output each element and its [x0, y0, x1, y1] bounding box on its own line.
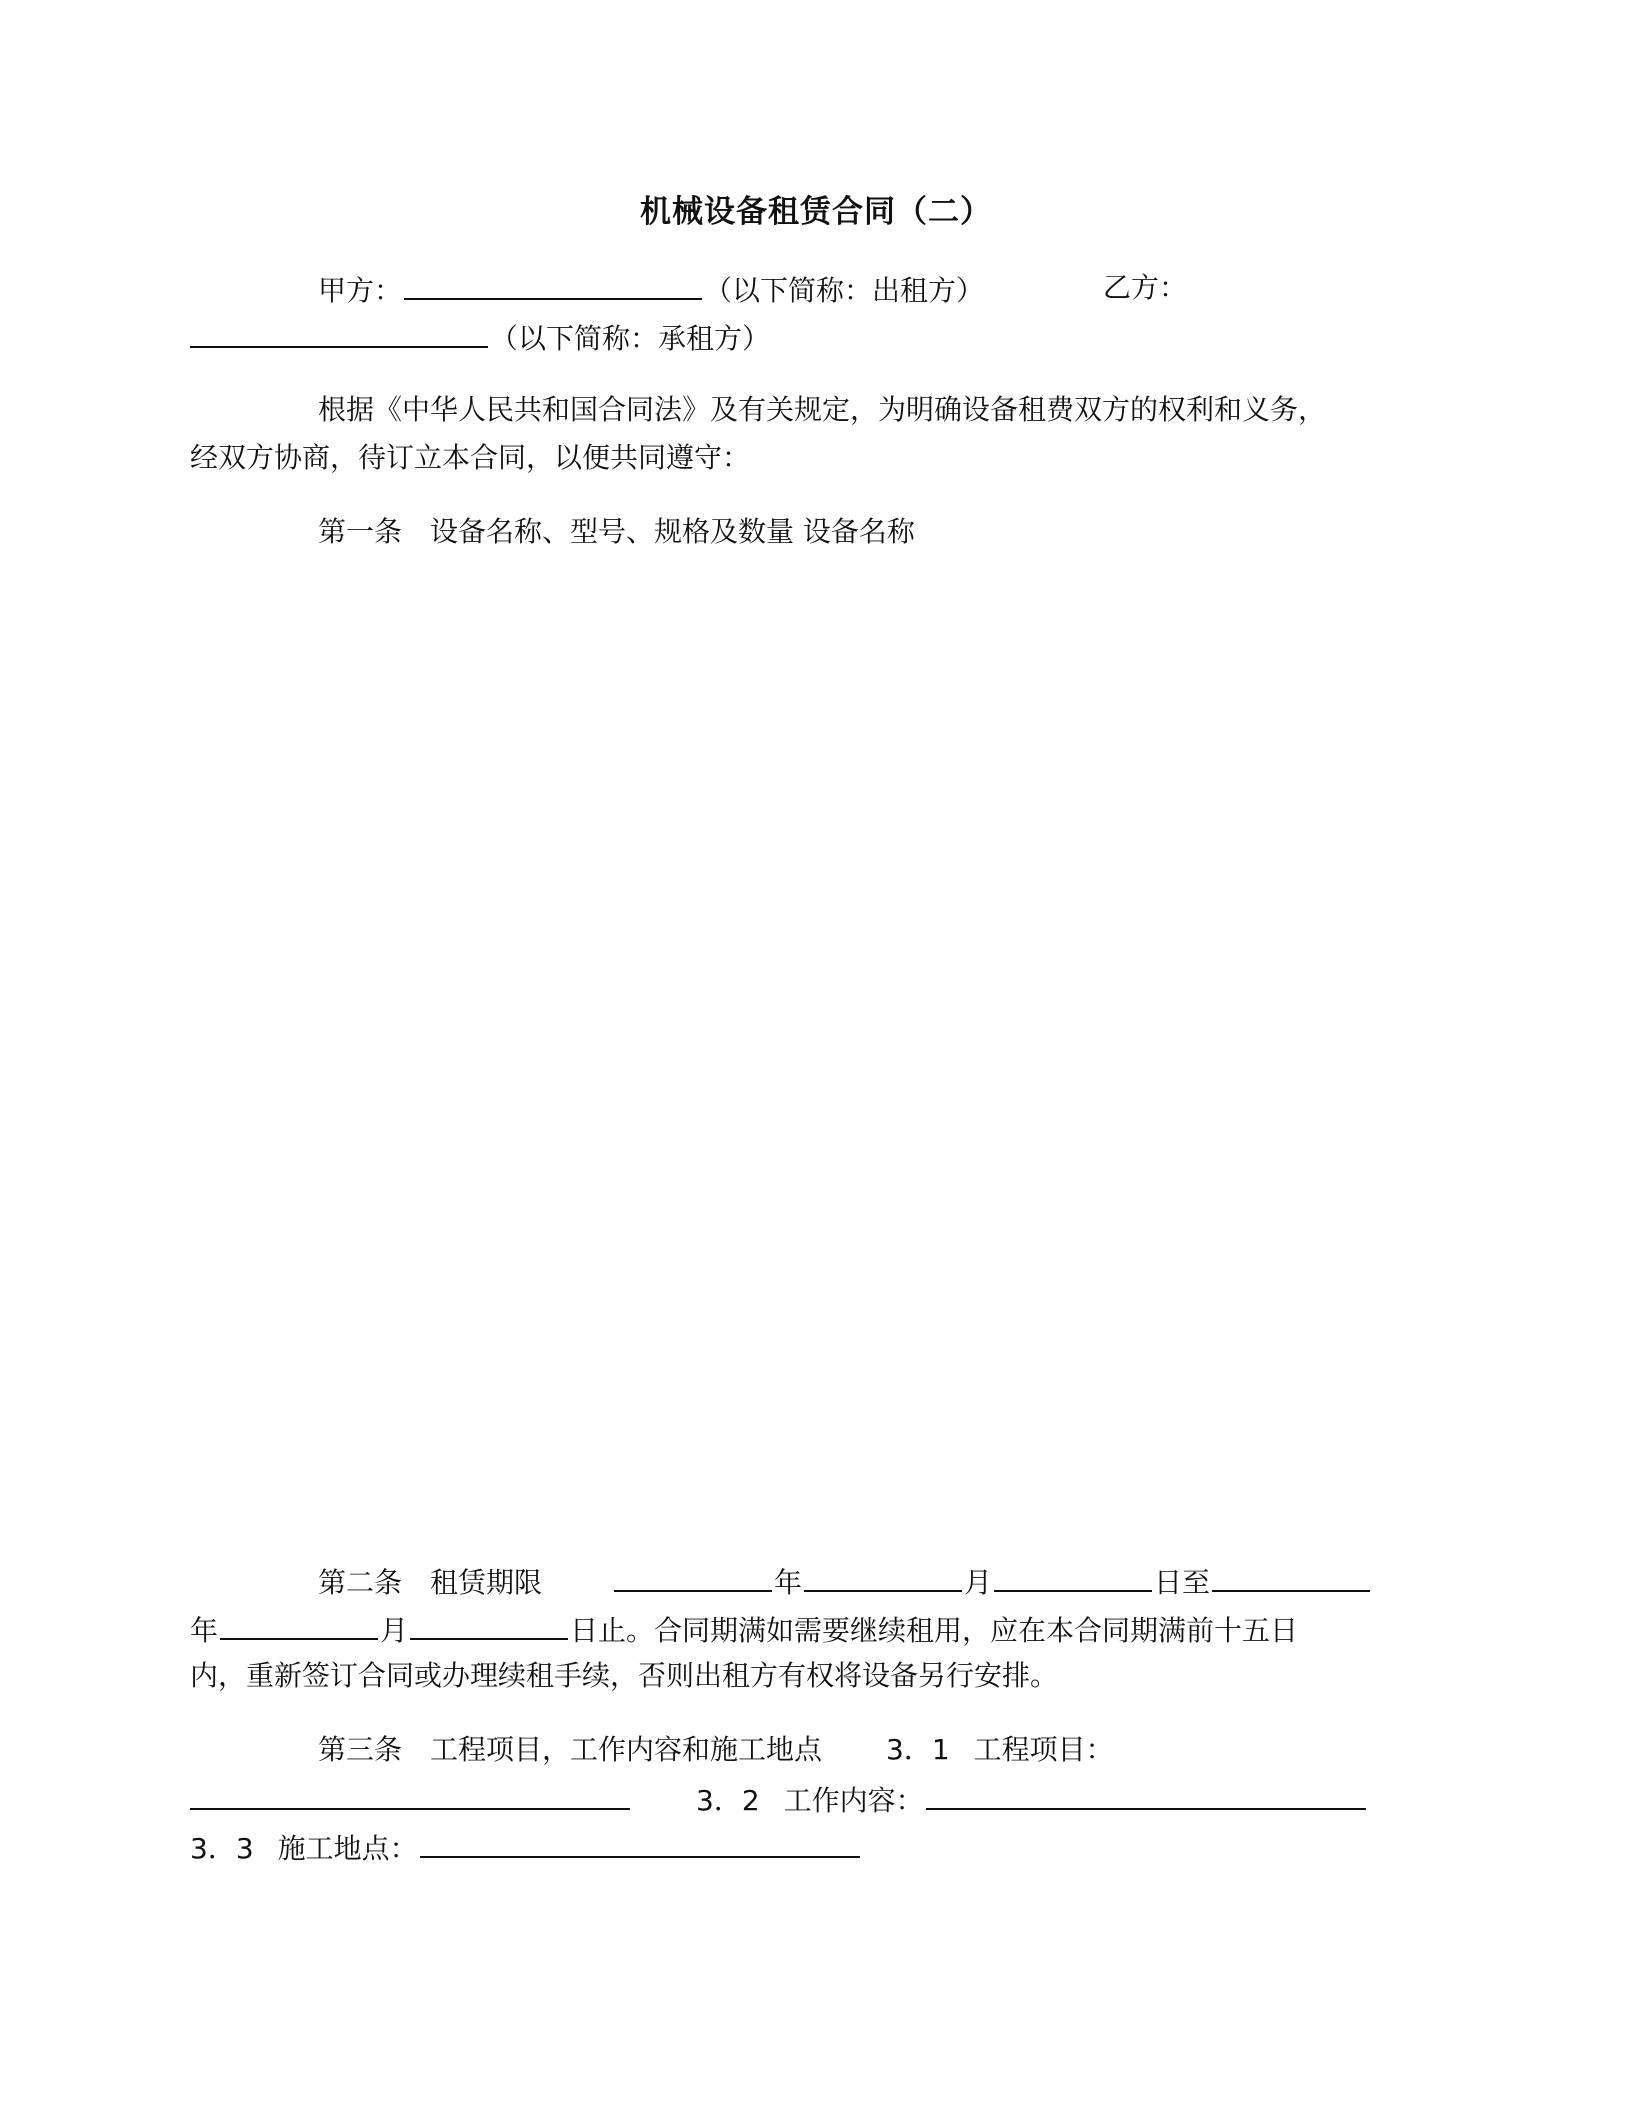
- project-blank: [190, 1778, 630, 1810]
- day-end-text: 日止。合同期满如需要继续租用，应在本合同期满前十五日: [570, 1614, 1299, 1647]
- item-3-2-number: 3．2: [696, 1784, 760, 1817]
- item-3-1-label: 工程项目：: [973, 1733, 1114, 1766]
- start-day-blank: [994, 1560, 1152, 1592]
- end-day-blank: [410, 1608, 568, 1640]
- year-label: 年: [190, 1614, 219, 1647]
- article-1: 第一条 设备名称、型号、规格及数量 设备名称: [318, 515, 915, 548]
- year-label: 年: [774, 1566, 803, 1599]
- item-3-3-label: 施工地点：: [277, 1832, 418, 1865]
- party-b-label: 乙方：: [1103, 271, 1188, 304]
- article-3-line-2: [190, 1778, 1368, 1821]
- item-3-2-label: 工作内容：: [783, 1784, 924, 1817]
- month-label: 月: [964, 1566, 993, 1599]
- party-b-note: （以下简称：承租方）: [490, 322, 771, 355]
- day-to-label: 日至: [1154, 1566, 1211, 1599]
- work-content-blank: [926, 1778, 1366, 1810]
- article-2-line-2: [190, 1608, 1298, 1651]
- article-2-line-3: 内，重新签订合同或办理续租手续，否则出租方有权将设备另行安排。: [190, 1659, 1059, 1692]
- preamble-line-2: 经双方协商，待订立本合同，以便共同遵守：: [190, 441, 751, 474]
- article-2-heading: 第二条 租赁期限: [318, 1566, 543, 1599]
- end-month-blank: [220, 1608, 378, 1640]
- article-3-line-1: [318, 1730, 1114, 1770]
- item-3-3-number: 3．3: [190, 1832, 254, 1865]
- party-a-note: （以下简称：出租方）: [704, 274, 985, 307]
- party-a-blank: [404, 268, 702, 300]
- end-year-blank: [1212, 1560, 1370, 1592]
- site-blank: [420, 1826, 860, 1858]
- party-b-blank: [190, 316, 488, 348]
- article-2-line-1: [318, 1560, 1372, 1603]
- preamble-line-1: 根据《中华人民共和国合同法》及有关规定，为明确设备租费双方的权利和义务，: [318, 393, 1327, 426]
- document-title: 机械设备租赁合同（二）: [640, 194, 992, 230]
- party-a-label: 甲方：: [318, 274, 403, 307]
- start-year-blank: [614, 1560, 772, 1592]
- article-3-heading: 第三条 工程项目，工作内容和施工地点: [318, 1733, 823, 1766]
- party-line: [318, 268, 984, 311]
- start-month-blank: [804, 1560, 962, 1592]
- item-3-1-number: 3．1: [886, 1733, 950, 1766]
- article-3-line-3: [190, 1826, 862, 1869]
- party-b-line: [190, 316, 770, 359]
- month-label: 月: [380, 1614, 409, 1647]
